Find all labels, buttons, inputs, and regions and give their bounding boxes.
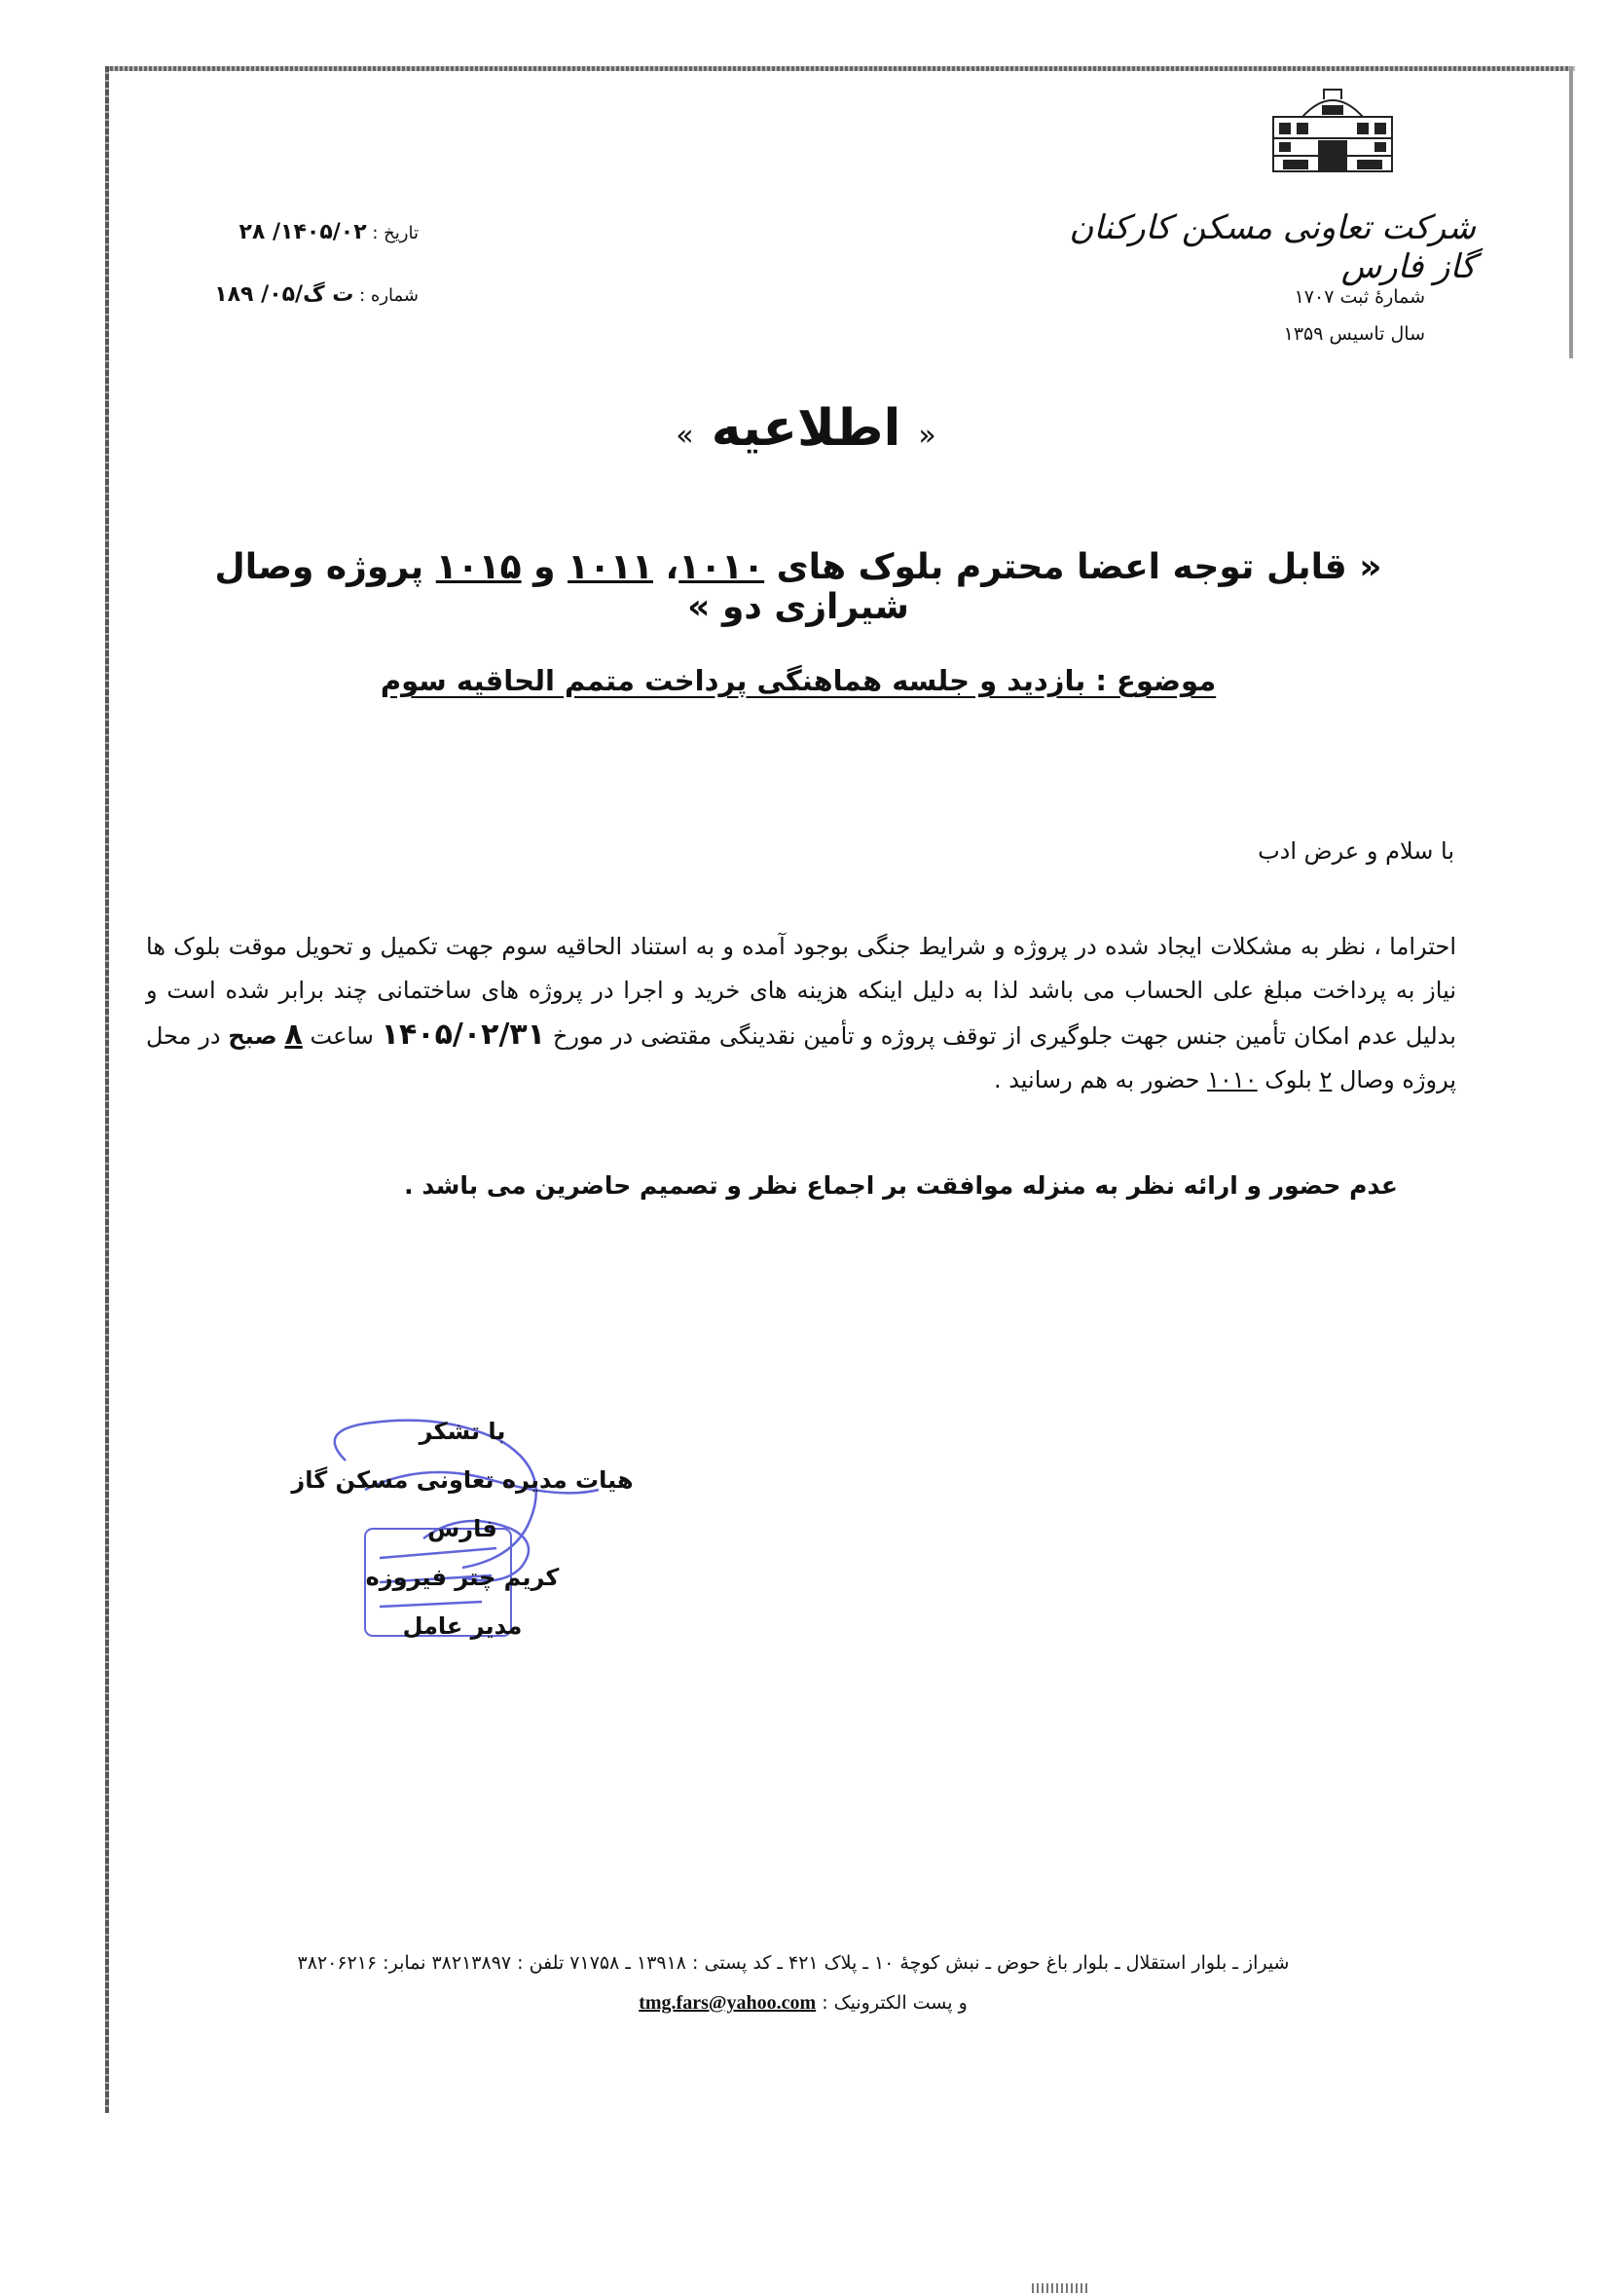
time-value: ۸ (284, 1018, 303, 1052)
signature-role: مدیر عامل (402, 1612, 523, 1640)
heading-part2: پروژه وصال شیرازی دو (214, 547, 909, 627)
heading-block2: ۱۰۱۱ (568, 547, 653, 587)
scan-edge-right (1569, 66, 1573, 358)
title-open-quote: « (918, 419, 936, 453)
scan-noise-bottom (1032, 2283, 1090, 2293)
letter-number (185, 282, 419, 307)
founded-year (1172, 323, 1425, 345)
title-close-quote: » (676, 419, 694, 453)
heading-open-quote: « (1359, 547, 1382, 587)
heading-part1: قابل توجه اعضا محترم بلوک های (776, 547, 1347, 587)
greeting: با سلام و عرض ادب (1258, 837, 1454, 865)
date-label: تاریخ : (372, 223, 419, 243)
para-part3: حضور به هم رسانید . (993, 1066, 1200, 1093)
signature-thanks: با تشکر (419, 1418, 506, 1445)
registration-value: ۱۷۰۷ (1294, 286, 1335, 308)
title-text: اطلاعیه (711, 399, 901, 458)
number-label: شماره : (359, 285, 419, 306)
date-value: ۱۴۰۵/۰۲/ ۲۸ (238, 220, 367, 244)
project-number: ۲ (1319, 1066, 1333, 1093)
company-name: شرکت تعاونی مسکن کارکنان گاز فارس (1069, 208, 1476, 286)
scan-edge-left (105, 66, 109, 2113)
block-number: ۱۰۱۰ (1207, 1066, 1258, 1093)
signature-block (263, 1407, 662, 1650)
attendance-note: عدم حضور و ارائه نظر به منزله موافقت بر اجماع نظر و تصمیم حاضرین می باشد . (404, 1171, 1398, 1200)
para-part1: احتراما ، نظر به مشکلات ایجاد شده در پروژه و شرایط جنگی بوجود آمده و به استناد الحاقیه سوم جهت تکمیل و تحویل موقت بلوک ها نیاز به پرداخت مبلغ علی الحساب می باشد لذا به دلیل اینکه هزینه های خرید و اجرا در پروژه های ساختمانی چند برابر شده است و بدلیل عدم امکان تأمین جنس جهت جلوگیری از توقف پروژه و تأمین نقدینگی مقتضی در مورخ (146, 933, 1456, 1050)
number-value: ت گ/۰۵/ ۱۸۹ (214, 282, 354, 307)
email-link[interactable]: tmg.fars@yahoo.com (639, 1992, 817, 2014)
registration-number (1172, 286, 1425, 308)
heading-conjunction: و (533, 547, 556, 587)
email-label: و پست الکترونیک : (822, 1992, 968, 2014)
signature-name: کریم چتر فیروزه (365, 1564, 560, 1591)
meeting-date: ۱۴۰۵/۰۲/۳۱ (381, 1018, 546, 1052)
founded-value: ۱۳۵۹ (1283, 323, 1324, 345)
company-logo-icon (1264, 80, 1402, 177)
scan-edge-top (105, 66, 1575, 71)
footer-email-line (389, 1992, 1217, 2015)
subject-text: موضوع : بازدید و جلسه هماهنگی پرداخت متمم الحاقیه سوم (380, 664, 1217, 697)
founded-label: سال تاسیس (1329, 323, 1425, 345)
signature-board: هیات مدیره تعاونی مسکن گاز فارس (291, 1466, 634, 1542)
block-label: بلوک (1264, 1066, 1312, 1093)
para-part2: در محل پروژه وصال (146, 1022, 1456, 1093)
footer-address: شیراز ـ بلوار استقلال ـ بلوار باغ حوض ـ نبش کوچهٔ ۱۰ ـ پلاک ۴۲۱ ـ کد پستی : ۱۳۹۱۸ ـ ۷۱۷۵۸ تلفن : ۳۸۲۱۳۸۹۷ نمابر: ۳۸۲۰۶۲۱۶ (297, 1952, 1290, 1974)
body-paragraph (146, 925, 1456, 1102)
time-label: ساعت (310, 1022, 374, 1050)
letter-date (185, 220, 419, 244)
time-suffix: صبح (228, 1022, 277, 1050)
registration-label: شمارهٔ ثبت (1339, 286, 1425, 308)
heading-block3: ۱۰۱۵ (435, 547, 522, 587)
page-title (0, 399, 1612, 458)
heading-block1: ۱۰۱۰ (678, 547, 765, 587)
notice-heading (185, 547, 1411, 627)
subject-line (292, 664, 1304, 697)
heading-close-quote: » (687, 587, 711, 627)
heading-separator: ، (665, 547, 679, 587)
